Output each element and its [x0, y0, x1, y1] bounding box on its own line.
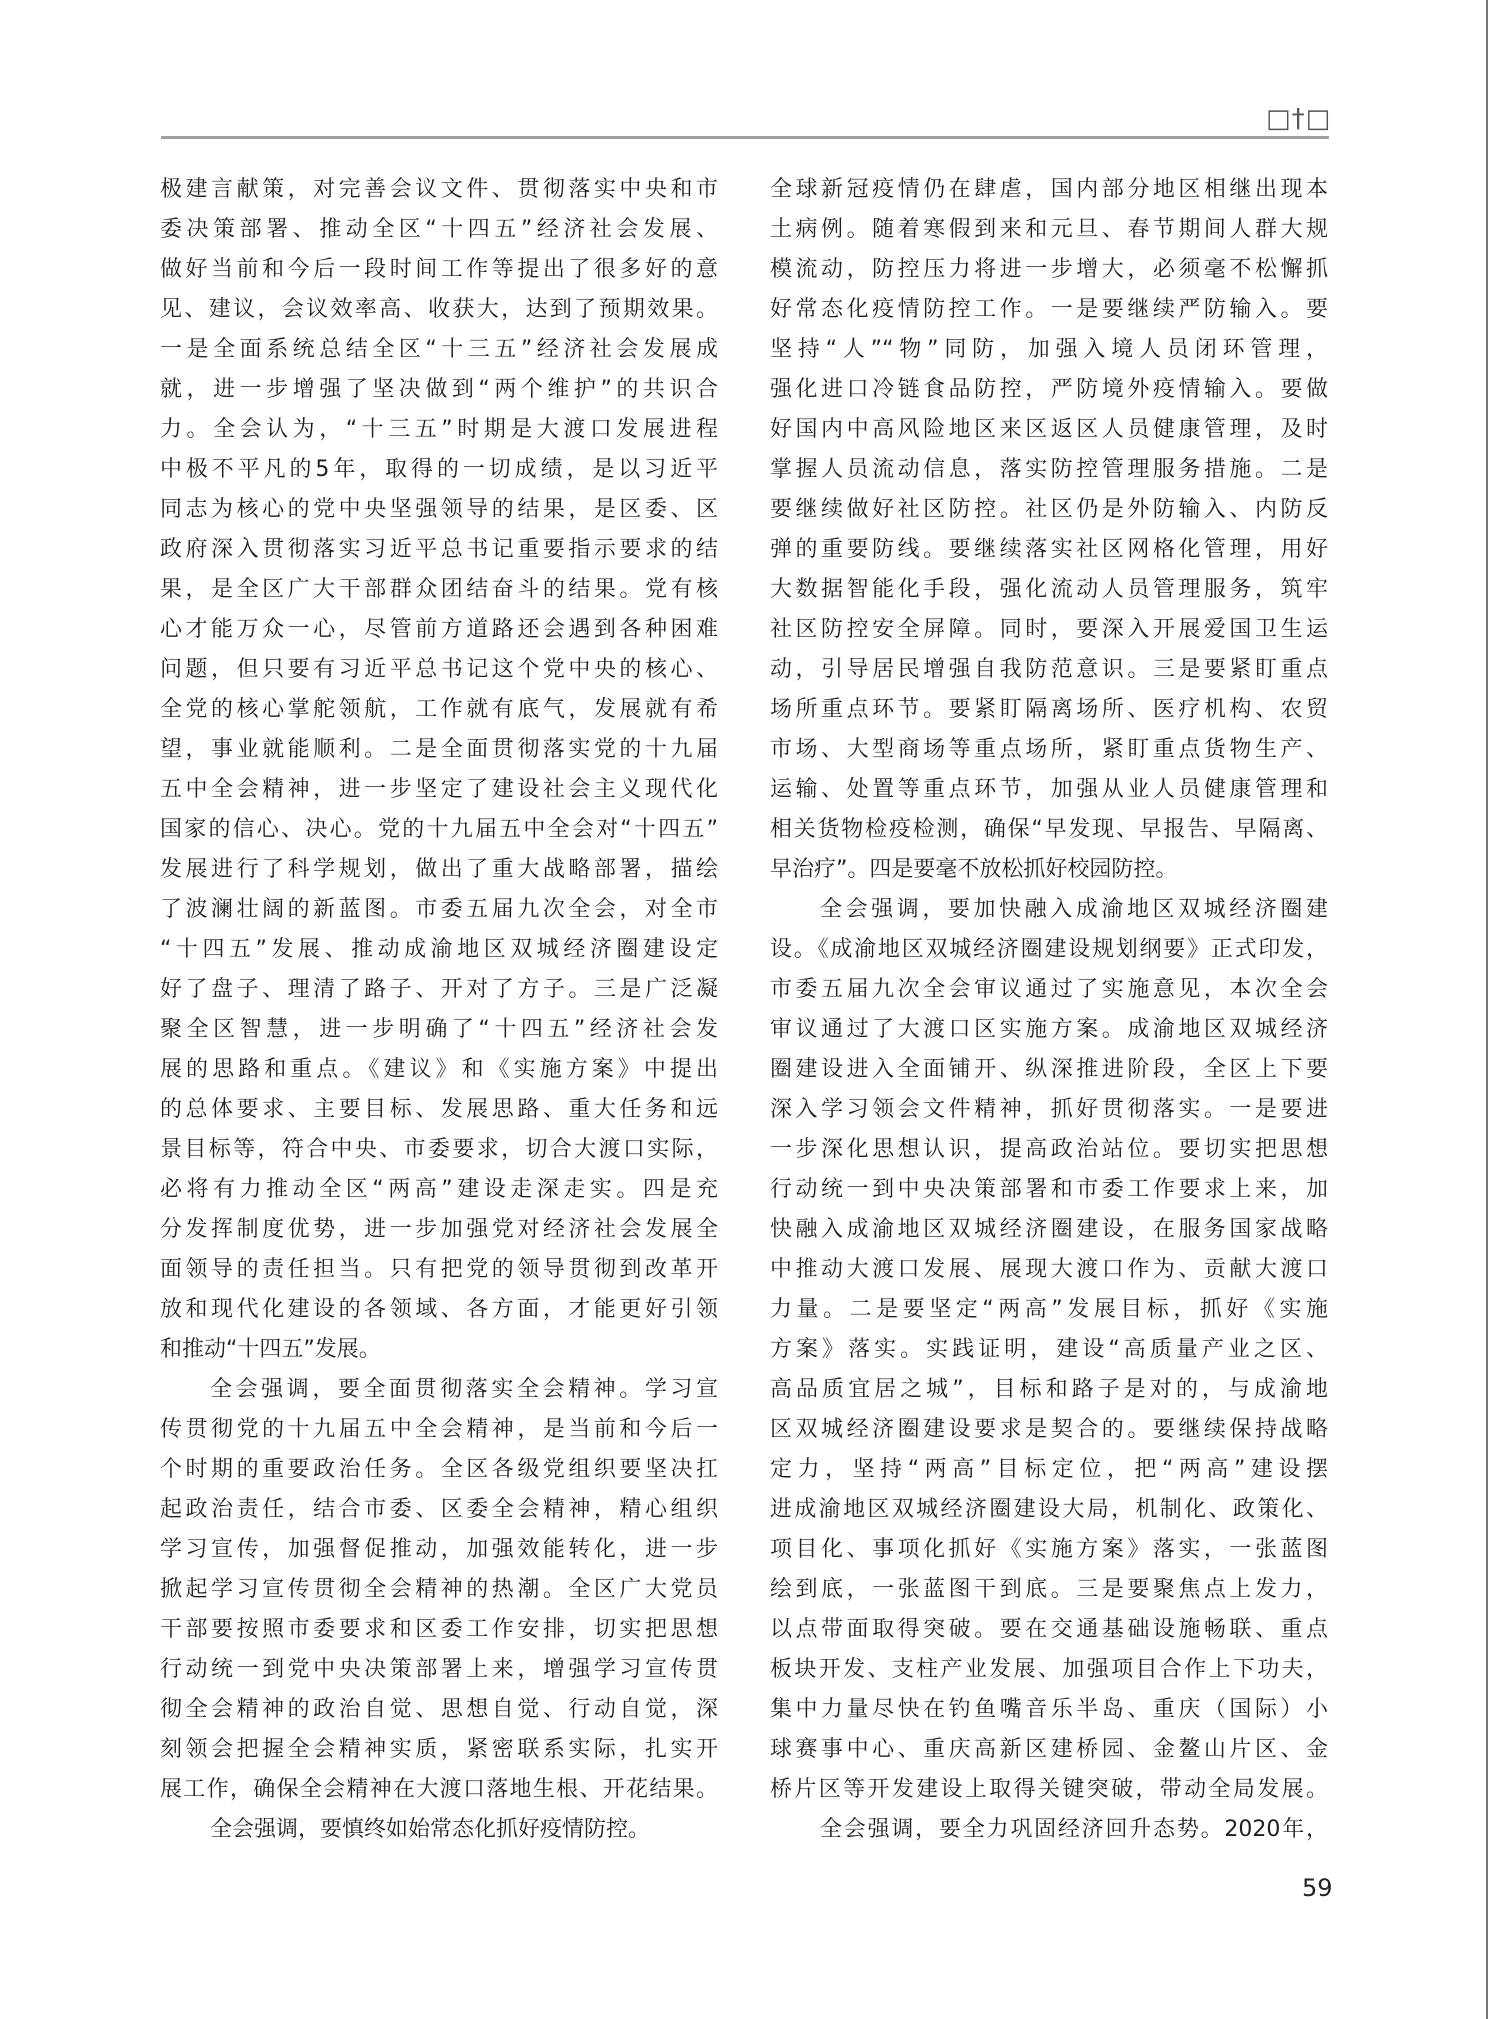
text-line: 全党的核心掌舵领航，工作就有底气，发展就有希: [160, 697, 718, 722]
text-line: 力量。二是要坚定“两高”发展目标，抓好《实施: [770, 1297, 1328, 1322]
right-text-column: [770, 170, 1328, 1850]
text-line: 做好当前和今后一段时间工作等提出了很多好的意: [160, 257, 718, 282]
text-line: 全球新冠疫情仍在肆虐，国内部分地区相继出现本: [770, 177, 1328, 202]
text-line: 深入学习领会文件精神，抓好贯彻落实。一是要进: [770, 1097, 1328, 1122]
text-line: 设。《成渝地区双城经济圈建设规划纲要》正式印发，: [770, 937, 1328, 962]
text-line: 就，进一步增强了坚决做到“两个维护”的共识合: [160, 377, 718, 402]
text-line: 问题，但只要有习近平总书记这个党中央的核心、: [160, 657, 718, 682]
text-line: 同志为核心的党中央坚强领导的结果，是区委、区: [160, 497, 718, 522]
text-line: 聚全区智慧，进一步明确了“十四五”经济社会发: [160, 1017, 718, 1042]
text-line: 项目化、事项化抓好《实施方案》落实，一张蓝图: [770, 1537, 1328, 1562]
text-line: 全会强调，要全力巩固经济回升态势。2020年，: [820, 1817, 1328, 1842]
text-line: 行动统一到中央决策部署和市委工作要求上来，加: [770, 1177, 1328, 1202]
text-line: 弹的重要防线。要继续落实社区网格化管理，用好: [770, 537, 1328, 562]
text-line: 学习宣传，加强督促推动，加强效能转化，进一步: [160, 1537, 718, 1562]
text-line: 政府深入贯彻落实习近平总书记重要指示要求的结: [160, 537, 718, 562]
text-line: 行动统一到党中央决策部署上来，增强学习宣传贯: [160, 1657, 718, 1682]
text-line: 和推动“十四五”发展。: [160, 1337, 381, 1362]
header-rule: [161, 136, 1329, 139]
text-line: 掌握人员流动信息，落实防控管理服务措施。二是: [770, 457, 1328, 482]
text-line: 了波澜壮阔的新蓝图。市委五届九次全会，对全市: [160, 897, 718, 922]
text-line: 审议通过了大渡口区实施方案。成渝地区双城经济: [770, 1017, 1328, 1042]
text-line: 刻领会把握全会精神实质，紧密联系实际，扎实开: [160, 1737, 718, 1762]
text-line: 运输、处置等重点环节，加强从业人员健康管理和: [770, 777, 1328, 802]
text-line: 大数据智能化手段，强化流动人员管理服务，筑牢: [770, 577, 1328, 602]
text-line: 必将有力推动全区“两高”建设走深走实。四是充: [160, 1177, 718, 1202]
header-section-mark: □†□: [1266, 104, 1332, 134]
text-line: 起政治责任，结合市委、区委全会精神，精心组织: [160, 1497, 718, 1522]
text-line: 中极不平凡的5年，取得的一切成绩，是以习近平: [160, 457, 718, 482]
text-line: 场所重点环节。要紧盯隔离场所、医疗机构、农贸: [770, 697, 1328, 722]
text-line: 进成渝地区双城经济圈建设大局，机制化、政策化、: [770, 1497, 1328, 1522]
text-line: 动，引导居民增强自我防范意识。三是要紧盯重点: [770, 657, 1328, 682]
text-line: 桥片区等开发建设上取得关键突破，带动全局发展。: [770, 1777, 1328, 1802]
text-line: 见、建议，会议效率高、收获大，达到了预期效果。: [160, 297, 718, 322]
text-line: 一步深化思想认识，提高政治站位。要切实把思想: [770, 1137, 1328, 1162]
text-line: 面领导的责任担当。只有把党的领导贯彻到改革开: [160, 1257, 718, 1282]
text-line: 全会强调，要加快融入成渝地区双城经济圈建: [820, 897, 1328, 922]
text-line: 放和现代化建设的各领域、各方面，才能更好引领: [160, 1297, 718, 1322]
text-line: 绘到底，一张蓝图干到底。三是要聚焦点上发力，: [770, 1577, 1328, 1602]
text-line: 方案》落实。实践证明，建设“高质量产业之区、: [770, 1337, 1328, 1362]
text-line: 区双城经济圈建设要求是契合的。要继续保持战略: [770, 1417, 1328, 1442]
text-line: 市场、大型商场等重点场所，紧盯重点货物生产、: [770, 737, 1328, 762]
text-line: 干部要按照市委要求和区委工作安排，切实把思想: [160, 1617, 718, 1642]
text-line: 好常态化疫情防控工作。一是要继续严防输入。要: [770, 297, 1328, 322]
text-line: 以点带面取得突破。要在交通基础设施畅联、重点: [770, 1617, 1328, 1642]
text-line: 社区防控安全屏障。同时，要深入开展爱国卫生运: [770, 617, 1328, 642]
text-line: 强化进口冷链食品防控，严防境外疫情输入。要做: [770, 377, 1328, 402]
text-line: 掀起学习宣传贯彻全会精神的热潮。全区广大党员: [160, 1577, 718, 1602]
text-line: 分发挥制度优势，进一步加强党对经济社会发展全: [160, 1217, 718, 1242]
text-line: 果，是全区广大干部群众团结奋斗的结果。党有核: [160, 577, 718, 602]
text-line: 极建言献策，对完善会议文件、贯彻落实中央和市: [160, 177, 718, 202]
text-line: 全会强调，要全面贯彻落实全会精神。学习宣: [210, 1377, 718, 1402]
text-line: 景目标等，符合中央、市委要求，切合大渡口实际，: [160, 1137, 718, 1162]
text-line: 要继续做好社区防控。社区仍是外防输入、内防反: [770, 497, 1328, 522]
text-line: 展工作，确保全会精神在大渡口落地生根、开花结果。: [160, 1777, 718, 1802]
text-line: 心才能万众一心，尽管前方道路还会遇到各种困难: [160, 617, 718, 642]
text-line: 圈建设进入全面铺开、纵深推进阶段，全区上下要: [770, 1057, 1328, 1082]
text-line: 彻全会精神的政治自觉、思想自觉、行动自觉，深: [160, 1697, 718, 1722]
text-line: 中推动大渡口发展、展现大渡口作为、贡献大渡口: [770, 1257, 1328, 1282]
text-line: 土病例。随着寒假到来和元旦、春节期间人群大规: [770, 217, 1328, 242]
text-line: 快融入成渝地区双城经济圈建设，在服务国家战略: [770, 1217, 1328, 1242]
text-line: 早治疗”。四是要毫不放松抓好校园防控。: [770, 857, 1178, 882]
text-line: 模流动，防控压力将进一步增大，必须毫不松懈抓: [770, 257, 1328, 282]
text-line: 个时期的重要政治任务。全区各级党组织要坚决扛: [160, 1457, 718, 1482]
text-line: 集中力量尽快在钓鱼嘴音乐半岛、重庆（国际）小: [770, 1697, 1328, 1722]
text-line: 委决策部署、推动全区“十四五”经济社会发展、: [160, 217, 718, 242]
text-line: 国家的信心、决心。党的十九届五中全会对“十四五”: [160, 817, 718, 842]
text-line: 高品质宜居之城”，目标和路子是对的，与成渝地: [770, 1377, 1328, 1402]
page-number: 59: [1302, 1874, 1333, 1902]
text-line: 力。全会认为，“十三五”时期是大渡口发展进程: [160, 417, 718, 442]
text-line: 的总体要求、主要目标、发展思路、重大任务和远: [160, 1097, 718, 1122]
left-text-column: [160, 170, 718, 1850]
text-line: 好了盘子、理清了路子、开对了方子。三是广泛凝: [160, 977, 718, 1002]
text-line: 市委五届九次全会审议通过了实施意见，本次全会: [770, 977, 1328, 1002]
text-line: “十四五”发展、推动成渝地区双城经济圈建设定: [160, 937, 718, 962]
text-line: 板块开发、支柱产业发展、加强项目合作上下功夫，: [770, 1657, 1328, 1682]
text-line: 球赛事中心、重庆高新区建桥园、金鳌山片区、金: [770, 1737, 1328, 1762]
text-line: 坚持“人”“物”同防，加强入境人员闭环管理，: [770, 337, 1328, 362]
text-line: 五中全会精神，进一步坚定了建设社会主义现代化: [160, 777, 718, 802]
text-line: 全会强调，要慎终如始常态化抓好疫情防控。: [210, 1817, 651, 1842]
text-line: 望，事业就能顺利。二是全面贯彻落实党的十九届: [160, 737, 718, 762]
text-line: 发展进行了科学规划，做出了重大战略部署，描绘: [160, 857, 718, 882]
text-line: 相关货物检疫检测，确保“早发现、早报告、早隔离、: [770, 817, 1328, 842]
text-line: 好国内中高风险地区来区返区人员健康管理，及时: [770, 417, 1328, 442]
text-line: 展的思路和重点。《建议》和《实施方案》中提出: [160, 1057, 718, 1082]
text-line: 定力，坚持“两高”目标定位，把“两高”建设摆: [770, 1457, 1328, 1482]
text-line: 一是全面系统总结全区“十三五”经济社会发展成: [160, 337, 718, 362]
text-line: 传贯彻党的十九届五中全会精神，是当前和今后一: [160, 1417, 718, 1442]
